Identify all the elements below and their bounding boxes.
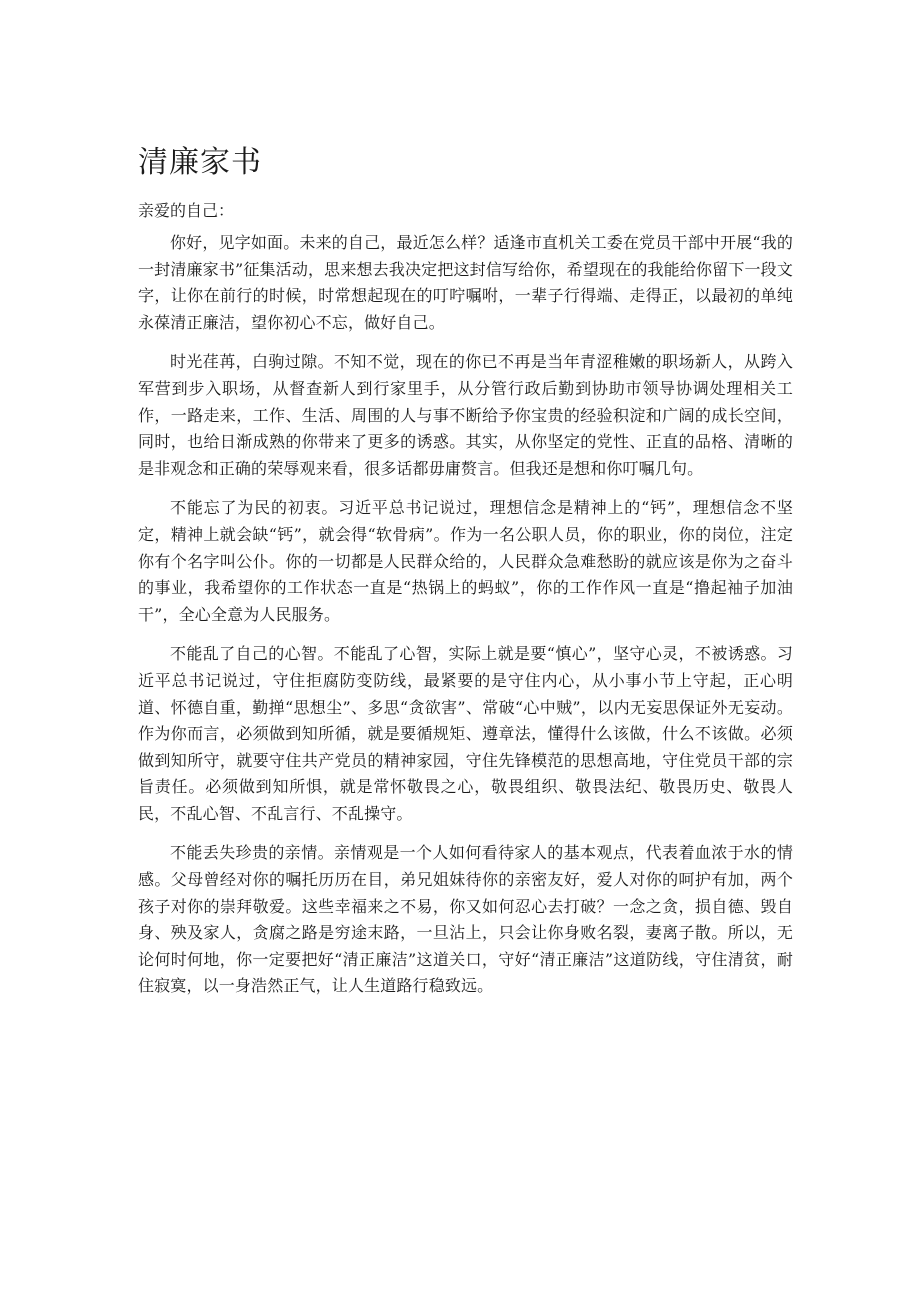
paragraph-intro: 你好，见字如面。未来的自己，最近怎么样？适逢市直机关工委在党员干部中开展“我的一封清廉家书”征集活动，思来想去我决定把这封信写给你，希望现在的我能给你留下一段文字，让你在前行的时候，时常想起现在的叮咛嘱咐，一辈子行得端、走得正，以最初的单纯永葆清正廉洁，望你初心不忘，做好自己。 bbox=[138, 233, 793, 332]
document-title: 清廉家书 bbox=[138, 145, 262, 180]
greeting-line: 亲爱的自己： bbox=[138, 201, 235, 220]
paragraph-serve-people: 不能忘了为民的初衷。习近平总书记说过，理想信念是精神上的“钙”，理想信念不坚定，精神上就会缺“钙”，就会得“软骨病”。作为一名公职人员，你的职业，你的岗位，注定你有个名字叫公仆。你的一切都是人民群众给的，人民群众急难愁盼的就应该是你为之奋斗的事业，我希望你的工作状态一直是“热锅上的蚂蚁”，你的工作作风一直是“撸起袖子加油干”，全心全意为人民服务。 bbox=[138, 498, 793, 624]
paragraph-time-passes: 时光荏苒，白驹过隙。不知不觉，现在的你已不再是当年青涩稚嫩的职场新人，从跨入军营到步入职场，从督查新人到行家里手，从分管行政后勤到协助市领导协调处理相关工作，一路走来，工作、生活、周围的人与事不断给予你宝贵的经验积淀和广阔的成长空间，同时，也给日渐成熟的你带来了更多的诱惑。其实，从你坚定的党性、正直的品格、清晰的是非观念和正确的荣辱观来看，很多话都毋庸赘言。但我还是想和你叮嘱几句。 bbox=[138, 352, 793, 478]
paragraph-family: 不能丢失珍贵的亲情。亲情观是一个人如何看待家人的基本观点，代表着血浓于水的情感。父母曾经对你的嘱托历历在目，弟兄姐妹待你的亲密友好，爱人对你的呵护有加，两个孩子对你的崇拜敬爱。这些幸福来之不易，你又如何忍心去打破？一念之贪，损自德、毁自身、殃及家人，贪腐之路是穷途末路，一旦沾上，只会让你身败名裂，妻离子散。所以，无论何时何地，你一定要把好“清正廉洁”这道关口，守好“清正廉洁”这道防线，守住清贫，耐住寂寞，以一身浩然正气，让人生道路行稳致远。 bbox=[138, 843, 793, 996]
letter-page bbox=[138, 140, 793, 1013]
paragraph-keep-mind: 不能乱了自己的心智。不能乱了心智，实际上就是要“慎心”，坚守心灵，不被诱惑。习近平总书记说过，守住拒腐防变防线，最紧要的是守住内心，从小事小节上守起，正心明道、怀德自重，勤掸“思想尘”、多思“贪欲害”、常破“心中贼”，以内无妄思保证外无妄动。作为你而言，必须做到知所循，就是要循规矩、遵章法，懂得什么该做，什么不该做。必须做到知所守，就要守住共产党员的精神家园，守住先锋模范的思想高地，守住党员干部的宗旨责任。必须做到知所惧，就是常怀敬畏之心，敬畏组织、敬畏法纪、敬畏历史、敬畏人民，不乱心智、不乱言行、不乱操守。 bbox=[138, 644, 793, 823]
